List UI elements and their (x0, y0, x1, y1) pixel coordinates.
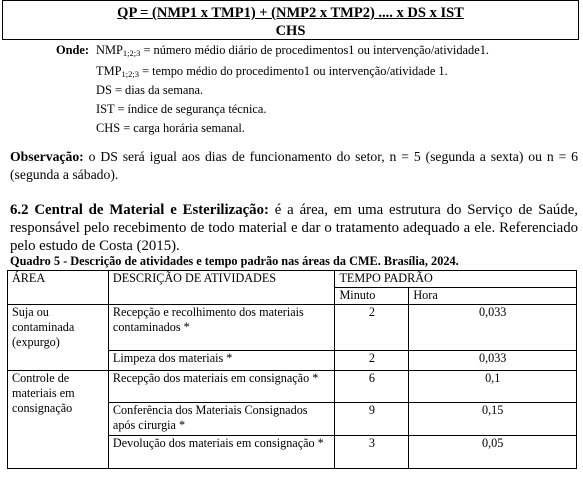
activities-table (7, 270, 577, 469)
var-definition: = dias da semana. (111, 83, 204, 97)
hour-cell: 0,1 (409, 371, 577, 403)
table-row (8, 371, 577, 403)
observation-text: o DS será igual aos dias de funcionamento do setor, n = 5 (segunda a sexta) ou n = 6 (segunda a sábado). (10, 149, 578, 182)
header-tempo-padrao: TEMPO PADRÃO (335, 271, 577, 288)
onde-item-chs (56, 120, 489, 139)
desc-cell: Conferência dos Materiais Consignados após cirurgia * (108, 403, 335, 436)
var-definition: = número médio diário de procedimentos1 ou intervenção/atividade1. (140, 43, 489, 57)
onde-item-ist (56, 101, 489, 120)
formula-numerator: QP = (NMP1 x TMP1) + (NMP2 x TMP2) .... x DS x IST (117, 5, 464, 21)
var-name: TMP (96, 64, 122, 78)
var-name: DS (96, 83, 112, 97)
onde-item-tmp (56, 63, 489, 82)
header-area: ÁREA (8, 271, 109, 305)
minute-cell: 2 (335, 351, 409, 371)
hour-cell: 0,15 (409, 403, 577, 436)
header-minuto: Minuto (335, 288, 409, 305)
formula-box (2, 0, 579, 40)
var-subscript: 1;2;3 (122, 48, 141, 58)
desc-cell: Recepção dos materiais em consignação * (108, 371, 335, 403)
area-cell: Suja ou contaminada (expurgo) (8, 305, 109, 371)
observation-paragraph (10, 148, 578, 184)
minute-cell: 2 (335, 305, 409, 351)
var-name: NMP (96, 43, 123, 57)
desc-cell: Limpeza dos materiais * (108, 351, 335, 371)
header-hora: Hora (409, 288, 577, 305)
table-header-row (8, 271, 577, 288)
hour-cell: 0,033 (409, 305, 577, 351)
onde-item-ds (56, 82, 489, 101)
table-caption: Quadro 5 - Descrição de atividades e tempo padrão nas áreas da CME. Brasília, 2024. (10, 254, 459, 268)
formula-denominator: CHS (275, 23, 306, 39)
onde-legend (56, 42, 489, 139)
desc-cell: Recepção e recolhimento dos materiais contaminados * (108, 305, 335, 351)
var-definition: = índice de segurança técnica. (114, 102, 267, 116)
hour-cell: 0,033 (409, 351, 577, 371)
onde-item-nmp (56, 42, 489, 63)
section-title: 6.2 Central de Material e Esterilização: (10, 202, 269, 218)
minute-cell: 9 (335, 403, 409, 436)
var-definition: = tempo médio do procedimento1 ou intervenção/atividade 1. (138, 64, 448, 78)
minute-cell: 3 (335, 436, 409, 469)
var-name: IST (96, 102, 115, 116)
desc-cell: Devolução dos materiais em consignação * (108, 436, 335, 469)
section-text: é a área, em uma estrutura do Serviço de Saúde, responsável pelo recebimento de todo material e dar o tratamento adequado a ele. Referenciado pelo estudo de Costa (2015). (10, 202, 578, 254)
section-paragraph (10, 201, 578, 255)
var-definition: = carga horária semanal. (120, 121, 245, 135)
area-cell: Controle de materiais em consignação (8, 371, 109, 469)
observation-label: Observação: (10, 149, 84, 164)
table-row (8, 305, 577, 351)
var-subscript: 1;2;3 (121, 69, 139, 79)
onde-label: Onde: (56, 43, 90, 57)
header-descricao: DESCRIÇÃO DE ATIVIDADES (108, 271, 335, 305)
var-name: CHS (96, 121, 121, 135)
hour-cell: 0,05 (409, 436, 577, 469)
minute-cell: 6 (335, 371, 409, 403)
